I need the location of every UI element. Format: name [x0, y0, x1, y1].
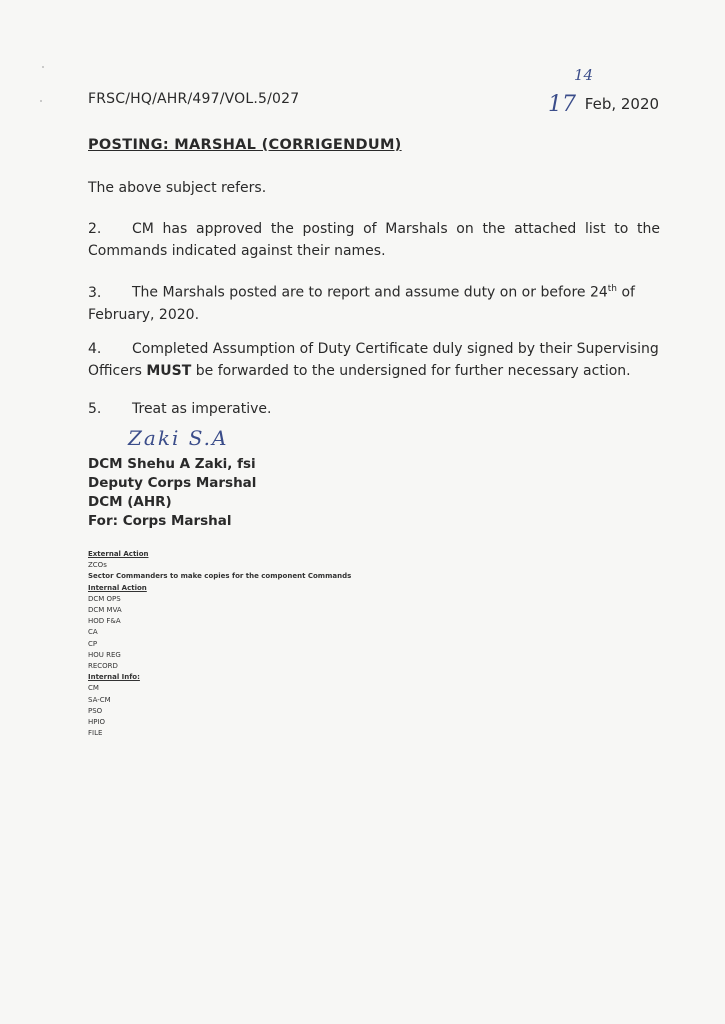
distribution-item: DCM OPS — [88, 594, 121, 603]
paragraph-2 — [88, 218, 660, 262]
reference-number: FRSC/HQ/AHR/497/VOL.5/027 — [88, 91, 300, 107]
internal-action-heading: Internal Action — [88, 583, 147, 592]
paragraph-text-end: of February, 2020. — [88, 284, 635, 323]
date-month-year: Feb, 2020 — [584, 95, 660, 113]
distribution-item: CM — [88, 684, 99, 693]
distribution-item: RECORD — [88, 662, 118, 671]
distribution-item: ZCOs — [88, 561, 107, 570]
handwritten-day: 17 — [548, 92, 576, 117]
scan-speck — [42, 66, 44, 68]
signature-block — [88, 455, 256, 531]
paragraph-text: The Marshals posted are to report and assume duty on or before 24 — [132, 284, 608, 301]
subject-line: POSTING: MARSHAL (CORRIGENDUM) — [88, 137, 402, 153]
distribution-list — [88, 549, 351, 739]
paragraph-text-end: be forwarded to the undersigned for further necessary action. — [191, 363, 631, 379]
internal-info-heading: Internal Info: — [88, 673, 140, 682]
handwritten-date-correction: 14 — [574, 66, 594, 84]
distribution-item: CP — [88, 639, 98, 648]
distribution-item: SA-CM — [88, 695, 111, 704]
signatory-office: DCM (AHR) — [88, 494, 172, 510]
emphasis-must: MUST — [146, 363, 192, 379]
scan-speck — [40, 100, 42, 102]
paragraph-1: The above subject refers. — [88, 180, 267, 196]
paragraph-number: 3. — [88, 284, 102, 301]
distribution-item: DCM MVA — [88, 606, 122, 615]
distribution-item: Sector Commanders to make copies for the component Commands — [88, 572, 352, 581]
signatory-for: For: Corps Marshal — [88, 513, 232, 529]
paragraph-number: 4. — [88, 341, 102, 357]
paragraph-number: 2. — [88, 221, 102, 237]
paragraph-4 — [88, 338, 660, 382]
handwritten-signature: Zaki S.A — [128, 426, 229, 450]
paragraph-3 — [88, 278, 660, 326]
signatory-rank: Deputy Corps Marshal — [88, 475, 257, 491]
external-action-heading: External Action — [88, 550, 149, 558]
paragraph-text: Completed Assumption of Duty Certificate duly signed by their Supervising Officers — [88, 341, 659, 379]
distribution-item: CA — [88, 628, 98, 637]
ordinal-suffix: th — [607, 284, 618, 294]
distribution-item: HPIO — [88, 718, 106, 727]
paragraph-text: Treat as imperative. — [132, 401, 272, 417]
paragraph-5 — [88, 398, 660, 420]
paragraph-text: CM has approved the posting of Marshals on the attached list to the Commands indicated against their names. — [88, 221, 660, 259]
paragraph-number: 5. — [88, 401, 102, 417]
distribution-item: HOD F&A — [88, 617, 121, 626]
distribution-item: PSO — [88, 706, 103, 715]
signatory-name: DCM Shehu A Zaki, fsi — [88, 456, 256, 472]
distribution-item: FILE — [88, 729, 103, 738]
letter-date — [548, 66, 660, 117]
distribution-item: HOU REG — [88, 650, 121, 659]
